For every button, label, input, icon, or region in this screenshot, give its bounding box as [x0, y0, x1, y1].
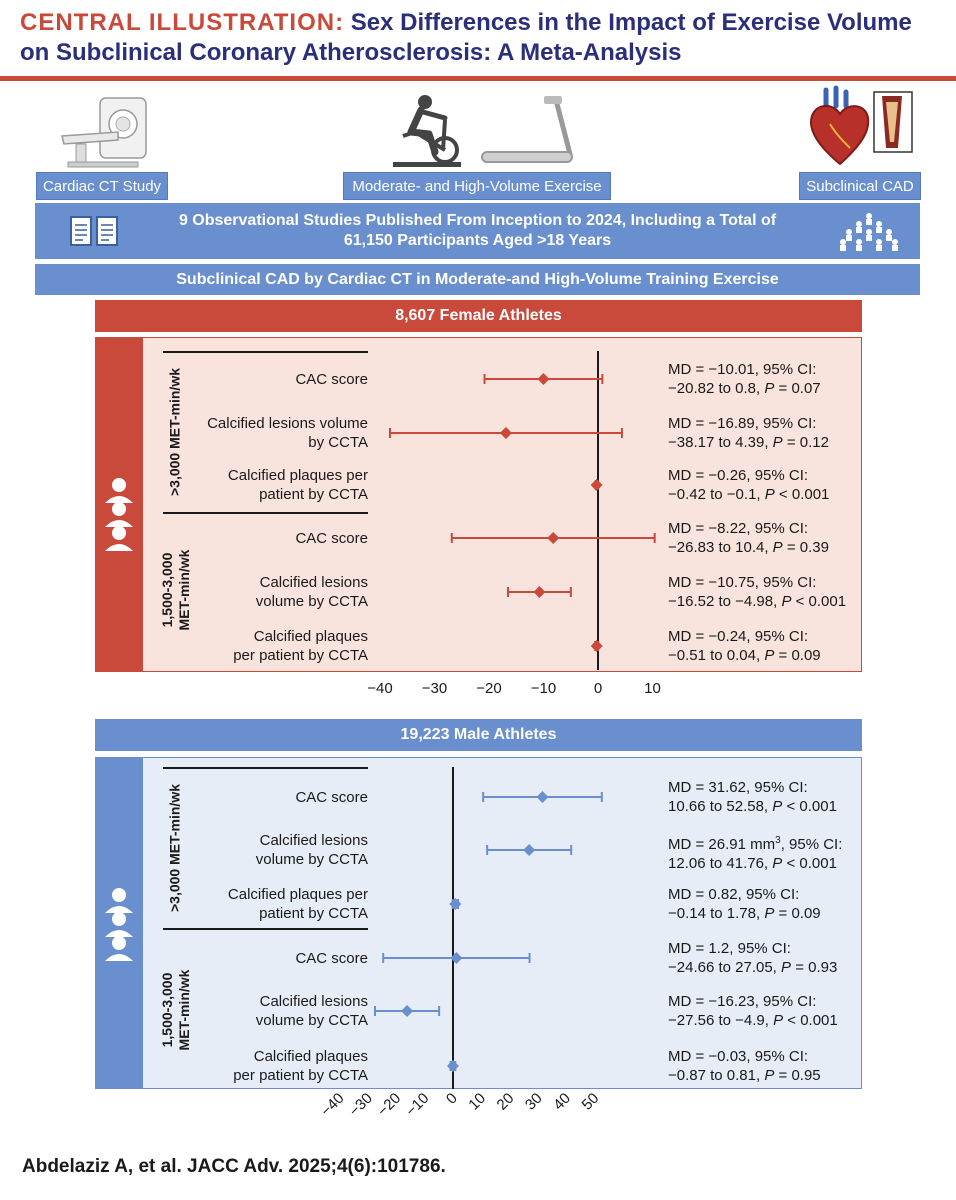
female-row-label: CAC score	[295, 529, 368, 547]
male-tick-label: 10	[465, 1089, 490, 1114]
male-group-high-label: >3,000 MET-min/wk	[166, 784, 183, 912]
female-point-marker	[500, 427, 512, 439]
male-tick-label: 40	[550, 1089, 575, 1114]
male-point-marker	[449, 898, 461, 910]
male-row-label: Calcified lesions volume by CCTA	[255, 993, 368, 1029]
male-tick-label: 50	[578, 1089, 603, 1114]
female-row-label: Calcified plaques per patient by CCTA	[233, 628, 368, 664]
female-tick-label: −30	[421, 680, 448, 697]
female-tick-label: −20	[476, 680, 502, 697]
male-point-marker	[536, 791, 548, 803]
title-text: Sex Differences in the Impact of Exercise Volume on Subclinical Coronary Atherosclerosis: A Meta-Analysis	[20, 9, 912, 66]
female-row-label: Calcified lesions volume by CCTA	[207, 415, 368, 451]
male-tick-label: −30	[345, 1089, 376, 1120]
male-row-stat: MD = 1.2, 95% CI: −24.66 to 27.05, P = 0.93	[668, 940, 838, 976]
male-heading: 19,223 Male Athletes	[95, 719, 862, 751]
title-lead: CENTRAL ILLUSTRATION:	[20, 9, 345, 36]
male-group-moderate-label: 1,500-3,000 MET-min/wk	[159, 969, 192, 1051]
female-row-stat: MD = −10.01, 95% CI: −20.82 to 0.8, P = 0.07	[668, 361, 821, 397]
caption-cardiac-ct: Cardiac CT Study	[36, 172, 168, 200]
citation: Abdelaziz A, et al. JACC Adv. 2025;4(6):101786.	[22, 1156, 446, 1177]
female-row-label: Calcified lesions volume by CCTA	[255, 574, 368, 610]
male-tick-label: 30	[521, 1089, 546, 1114]
female-row-label: CAC score	[295, 370, 368, 388]
female-point-marker	[537, 373, 549, 385]
male-point-marker	[447, 1060, 459, 1072]
female-point-marker	[591, 640, 603, 652]
male-row-label: Calcified lesions volume by CCTA	[255, 832, 368, 868]
male-row-stat: MD = 31.62, 95% CI: 10.66 to 52.58, P < 0.001	[668, 779, 837, 815]
male-row-label: Calcified plaques per patient by CCTA	[227, 886, 368, 922]
female-group-moderate-label: 1,500-3,000 MET-min/wk	[159, 549, 192, 631]
info-line-1: 9 Observational Studies Published From Inception to 2024, Including a Total of	[178, 212, 777, 229]
female-row-stat: MD = −0.26, 95% CI: −0.42 to −0.1, P < 0.001	[668, 467, 830, 503]
male-tick-label: 20	[493, 1089, 518, 1114]
female-row-stat: MD = −8.22, 95% CI: −26.83 to 10.4, P = 0.39	[668, 520, 829, 556]
male-tick-label: −40	[317, 1089, 348, 1120]
male-tick-label: 0	[442, 1089, 461, 1108]
male-tick-label: −20	[374, 1089, 405, 1120]
male-tick-label: −10	[402, 1089, 433, 1120]
male-row-stat: MD = 0.82, 95% CI: −0.14 to 1.78, P = 0.09	[668, 886, 821, 922]
male-row-label: Calcified plaques per patient by CCTA	[233, 1048, 368, 1084]
female-point-marker	[533, 586, 545, 598]
info-line-2: 61,150 Participants Aged >18 Years	[343, 232, 612, 249]
female-row-stat: MD = −16.89, 95% CI: −38.17 to 4.39, P = 0.12	[668, 415, 829, 451]
caption-exercise: Moderate- and High-Volume Exercise	[343, 172, 611, 200]
female-tick-label: 0	[593, 680, 603, 697]
female-group-high-label: >3,000 MET-min/wk	[166, 368, 183, 496]
male-point-marker	[523, 844, 535, 856]
caption-subclinical-cad: Subclinical CAD	[799, 172, 921, 200]
female-heading: 8,607 Female Athletes	[95, 300, 862, 332]
female-point-marker	[547, 532, 559, 544]
male-row-label: CAC score	[295, 788, 368, 806]
subtitle-bar: Subclinical CAD by Cardiac CT in Moderate-and High-Volume Training Exercise	[35, 264, 920, 295]
female-tick-label: −10	[530, 680, 557, 697]
male-point-marker	[401, 1005, 413, 1017]
female-tick-label: 10	[644, 680, 661, 697]
female-row-stat: MD = −10.75, 95% CI: −16.52 to −4.98, P < 0.001	[668, 574, 847, 610]
female-tick-label: −40	[367, 680, 393, 697]
female-row-stat: MD = −0.24, 95% CI: −0.51 to 0.04, P = 0.09	[668, 628, 821, 664]
female-point-marker	[591, 479, 603, 491]
male-row-stat: MD = −0.03, 95% CI: −0.87 to 0.81, P = 0.95	[668, 1048, 821, 1084]
male-row-stat: MD = −16.23, 95% CI: −27.56 to −4.9, P < 0.001	[668, 993, 838, 1029]
male-row-stat: MD = 26.91 $mm^3$, 95% CI: 12.06 to 41.76, P < 0.001	[668, 835, 843, 872]
male-row-label: CAC score	[295, 949, 368, 967]
female-row-label: Calcified plaques per patient by CCTA	[227, 467, 368, 503]
